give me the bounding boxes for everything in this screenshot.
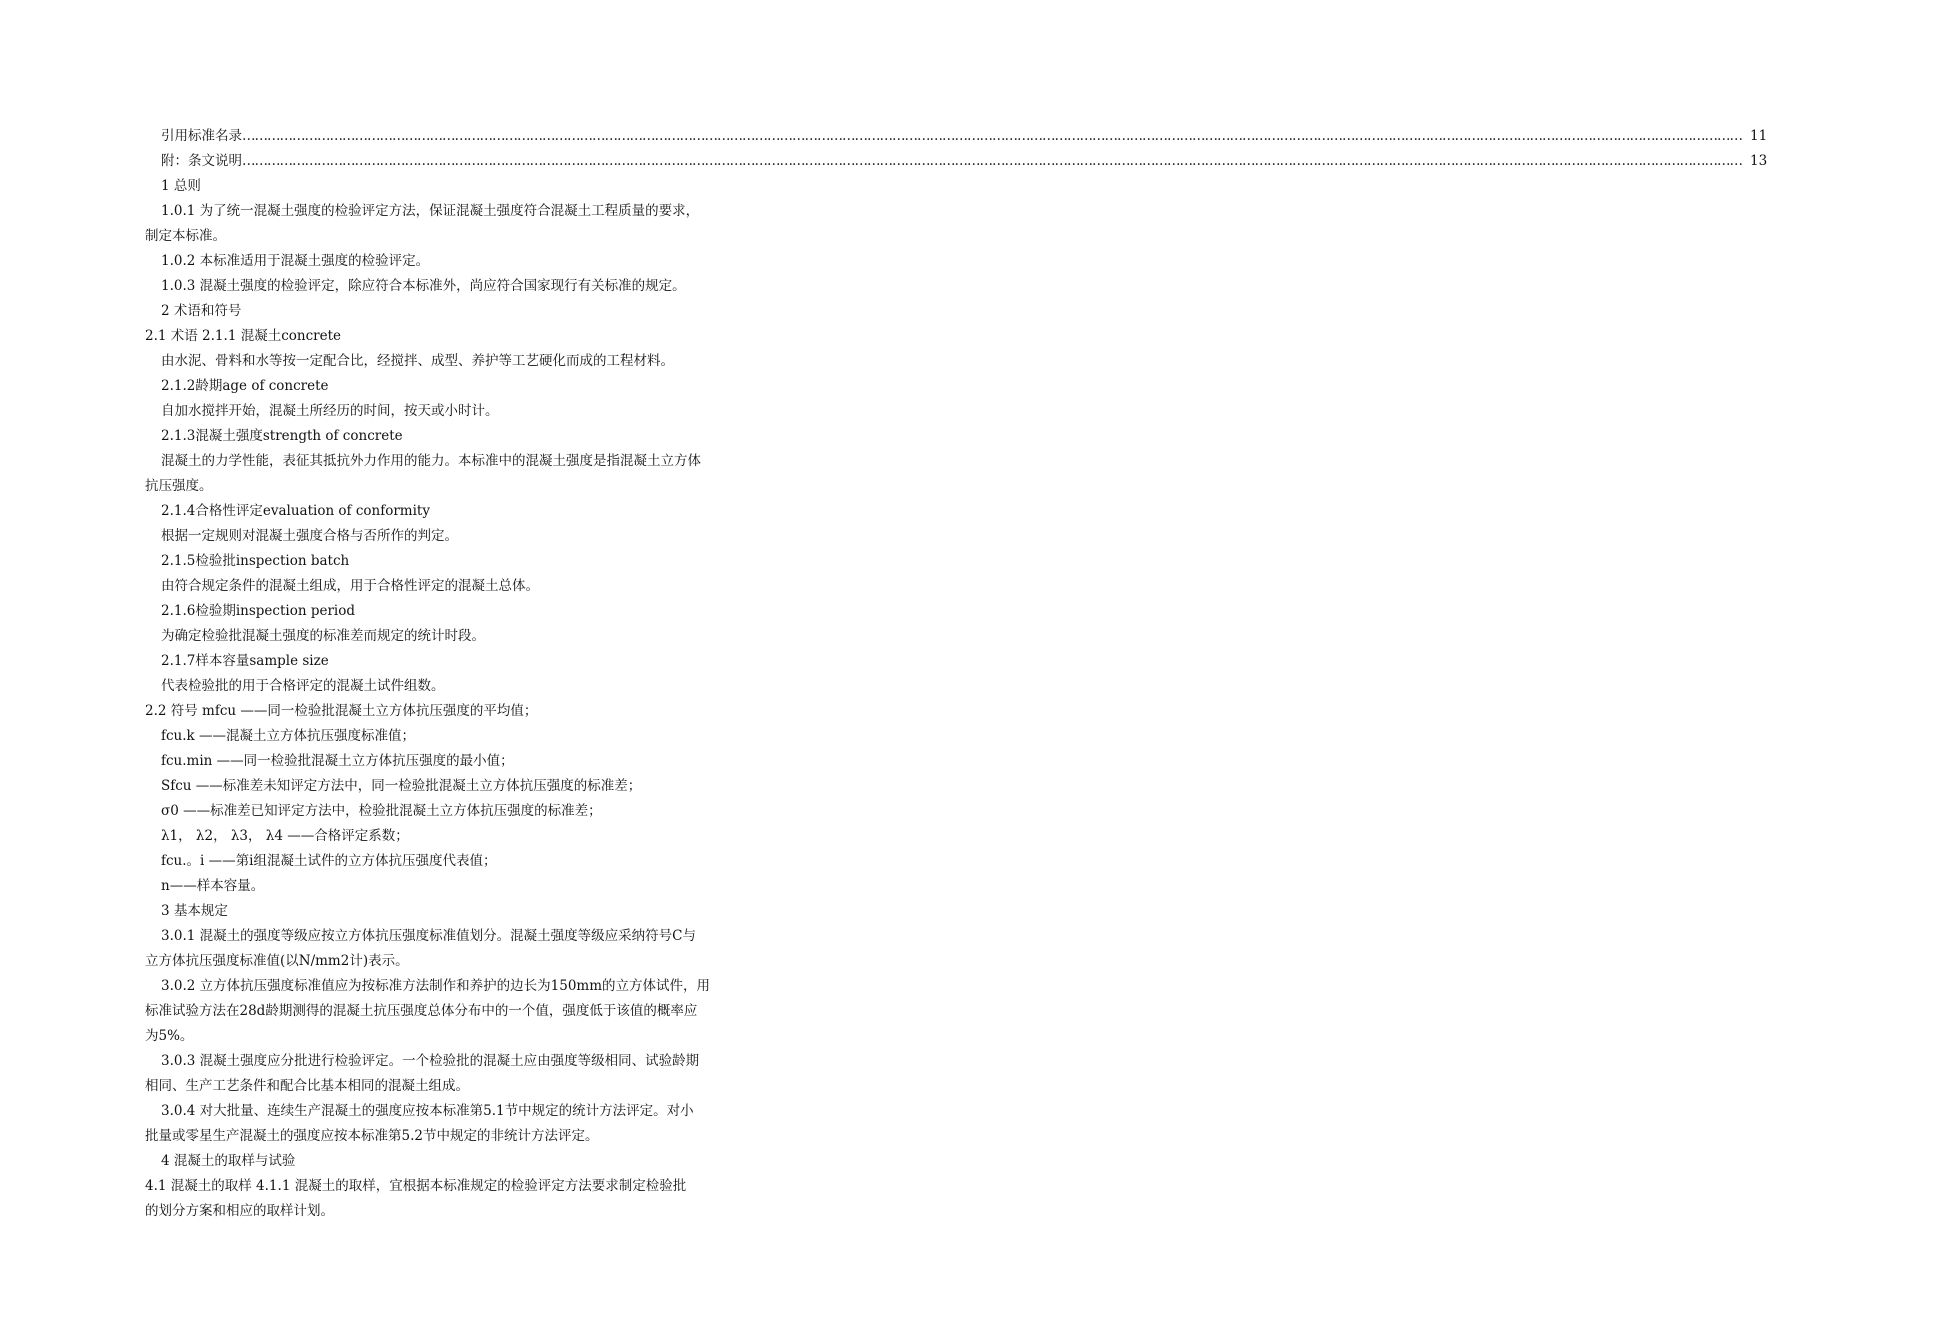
text-line: 标准试验方法在28d龄期测得的混凝土抗压强度总体分布中的一个值，强度低于该值的概率应 [145,1003,698,1019]
toc-entry-page: 13 [1750,153,1768,169]
text-line: 3 基本规定 [161,903,228,919]
text-line: fcu.k ——混凝土立方体抗压强度标准值； [161,728,416,744]
text-line: 混凝土的力学性能，表征其抵抗外力作用的能力。本标准中的混凝土强度是指混凝土立方体 [161,453,701,469]
text-line: 4.1 混凝土的取样 4.1.1 混凝土的取样，宜根据本标准规定的检验评定方法要求制定检验批 [145,1178,687,1194]
text-line: 3.0.3 混凝土强度应分批进行检验评定。一个检验批的混凝土应由强度等级相同、试验龄期 [161,1053,700,1069]
toc-leader-dots: ……………………………………………………………………………………………………………………………………………………………………………………………………………………………………………………………………………………………………………………………… [242,128,1742,144]
text-line: 1.0.3 混凝土强度的检验评定，除应符合本标准外，尚应符合国家现行有关标准的规定。 [161,278,686,294]
text-line: 为5%。 [145,1028,194,1044]
text-line: 3.0.2 立方体抗压强度标准值应为按标准方法制作和养护的边长为150mm的立方体试件，用 [161,978,711,994]
text-line: fcu.min ——同一检验批混凝土立方体抗压强度的最小值； [161,753,514,769]
text-line: 2.1.6检验期inspection period [161,603,356,619]
text-line: 根据一定规则对混凝土强度合格与否所作的判定。 [161,528,458,544]
text-line: 批量或零星生产混凝土的强度应按本标准第5.2节中规定的非统计方法评定。 [145,1128,599,1144]
text-line: 2.2 符号 mfcu ——同一检验批混凝土立方体抗压强度的平均值； [145,703,538,719]
text-line: 由水泥、骨料和水等按一定配合比，经搅拌、成型、养护等工艺硬化而成的工程材料。 [161,353,674,369]
text-line: 为确定检验批混凝土强度的标准差而规定的统计时段。 [161,628,485,644]
text-line: fcu.。i ——第i组混凝土试件的立方体抗压强度代表值； [161,853,497,869]
text-line: 1 总则 [161,178,201,194]
document-body [145,174,805,1224]
text-line: 由符合规定条件的混凝土组成，用于合格性评定的混凝土总体。 [161,578,539,594]
text-line: 2.1.4合格性评定evaluation of conformity [161,503,430,519]
text-line: Sfcu ——标准差未知评定方法中，同一检验批混凝土立方体抗压强度的标准差； [161,778,642,794]
text-line: 4 混凝土的取样与试验 [161,1153,296,1169]
text-line: 2.1.7样本容量sample size [161,653,329,669]
text-line: λ1， λ2， λ3， λ4 ——合格评定系数； [161,828,409,844]
text-line: 2.1.5检验批inspection batch [161,553,350,569]
toc-entry-page: 11 [1750,128,1768,144]
text-line: 立方体抗压强度标准值(以N/mm2计)表示。 [145,953,409,969]
text-line: n——样本容量。 [161,878,265,894]
toc-leader-dots: ……………………………………………………………………………………………………………………………………………………………………………………………………………………………………………………………………………………………………………………………… [242,153,1742,169]
toc-entry[interactable] [145,149,1768,174]
text-line: 抗压强度。 [145,478,213,494]
text-line: 相同、生产工艺条件和配合比基本相同的混凝土组成。 [145,1078,469,1094]
text-line: 2.1 术语 2.1.1 混凝土concrete [145,328,341,344]
text-line: 自加水搅拌开始，混凝土所经历的时间，按天或小时计。 [161,403,499,419]
text-line: 3.0.4 对大批量、连续生产混凝土的强度应按本标准第5.1节中规定的统计方法评定。对小 [161,1103,694,1119]
text-line: 代表检验批的用于合格评定的混凝土试件组数。 [161,678,445,694]
text-line: 1.0.1 为了统一混凝土强度的检验评定方法，保证混凝土强度符合混凝土工程质量的要求， [161,203,700,219]
document-page [145,124,1768,1224]
text-line: 2.1.2龄期age of concrete [161,378,329,394]
table-of-contents [145,124,1768,174]
toc-entry-label: 引用标准名录 [161,128,242,144]
text-line: 的划分方案和相应的取样计划。 [145,1203,334,1219]
text-line: 2 术语和符号 [161,303,242,319]
toc-entry[interactable] [145,124,1768,149]
text-line: 3.0.1 混凝土的强度等级应按立方体抗压强度标准值划分。混凝土强度等级应采纳符号C与 [161,928,696,944]
toc-entry-label: 附：条文说明 [161,153,242,169]
text-line: 1.0.2 本标准适用于混凝土强度的检验评定。 [161,253,430,269]
text-line: 2.1.3混凝土强度strength of concrete [161,428,403,444]
text-line: 制定本标准。 [145,228,226,244]
text-line: σ0 ——标准差已知评定方法中，检验批混凝土立方体抗压强度的标准差； [161,803,602,819]
